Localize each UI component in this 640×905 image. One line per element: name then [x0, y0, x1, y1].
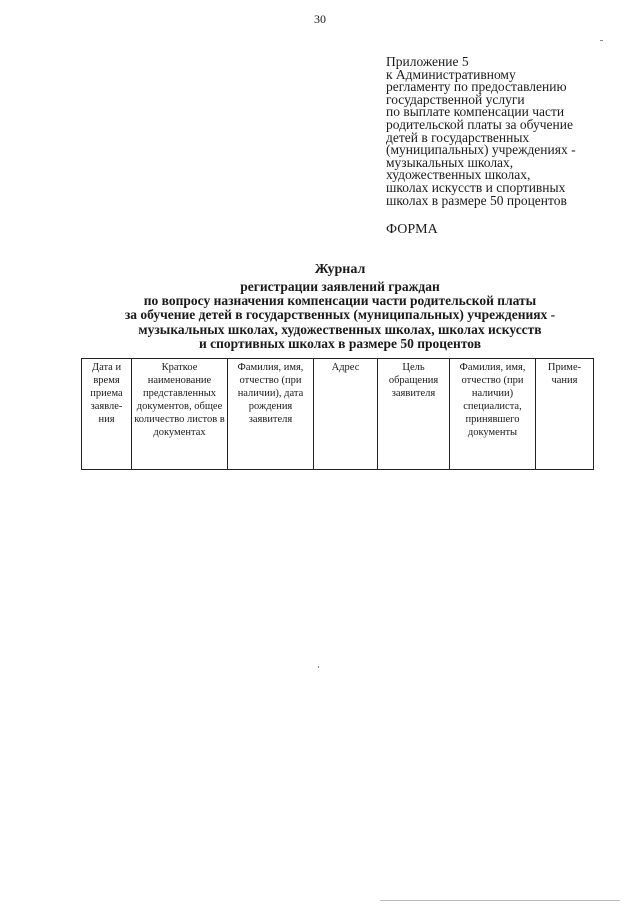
appendix-line: школах искусств и спортивных [386, 179, 566, 195]
appendix-block [386, 56, 626, 207]
appendix-line: государственной услуги [386, 91, 525, 107]
header-cell-specialist: Фамилия, имя, отчество (при наличии) специалиста, принявшего документы [450, 359, 536, 470]
header-cell-date: Дата и время приема заявле-ния [82, 359, 132, 470]
appendix-line: к Административному [386, 66, 516, 82]
appendix-line: художественных школах, [386, 167, 531, 183]
journal-subtitle-line: и спортивных школах в размере 50 процентов [198, 335, 481, 351]
appendix-line: Приложение 5 [386, 54, 469, 69]
journal-subtitle-line: по вопросу назначения компенсации части родительской платы [143, 293, 537, 309]
appendix-line: детей в государственных [386, 129, 530, 145]
journal-subtitle [70, 280, 610, 351]
scan-edge [380, 900, 620, 901]
forma-label: ФОРМА [386, 222, 438, 237]
table-header-row [82, 359, 594, 470]
appendix-line: родительской платы за обучение [386, 116, 573, 132]
header-cell-applicant-name: Фамилия, имя, отчество (при наличии), дата рождения заявителя [228, 359, 314, 470]
appendix-line: по выплате компенсации части [386, 104, 565, 120]
journal-subtitle-line: регистрации заявлений граждан [240, 279, 440, 294]
appendix-line: школах в размере 50 процентов [386, 192, 567, 208]
appendix-line: музыкальных школах, [386, 154, 514, 170]
header-cell-notes: Приме-чания [536, 359, 594, 470]
scan-mark [600, 40, 603, 41]
header-cell-purpose: Цель обращения заявителя [378, 359, 450, 470]
header-cell-documents: Краткое наименование представленных документов, общее количество листов в документах [132, 359, 228, 470]
journal-title: Журнал [314, 262, 366, 277]
appendix-line: (муниципальных) учреждениях - [386, 142, 576, 158]
journal-subtitle-line: музыкальных школах, художественных школах, школах искусств [138, 321, 542, 337]
journal-subtitle-line: за обучение детей в государственных (муниципальных) учреждениях - [124, 307, 556, 323]
appendix-line: регламенту по предоставлению [386, 79, 567, 95]
scan-dot [318, 666, 319, 668]
page-number: 30 [314, 12, 326, 26]
registration-table [81, 358, 594, 470]
header-cell-address: Адрес [314, 359, 378, 470]
